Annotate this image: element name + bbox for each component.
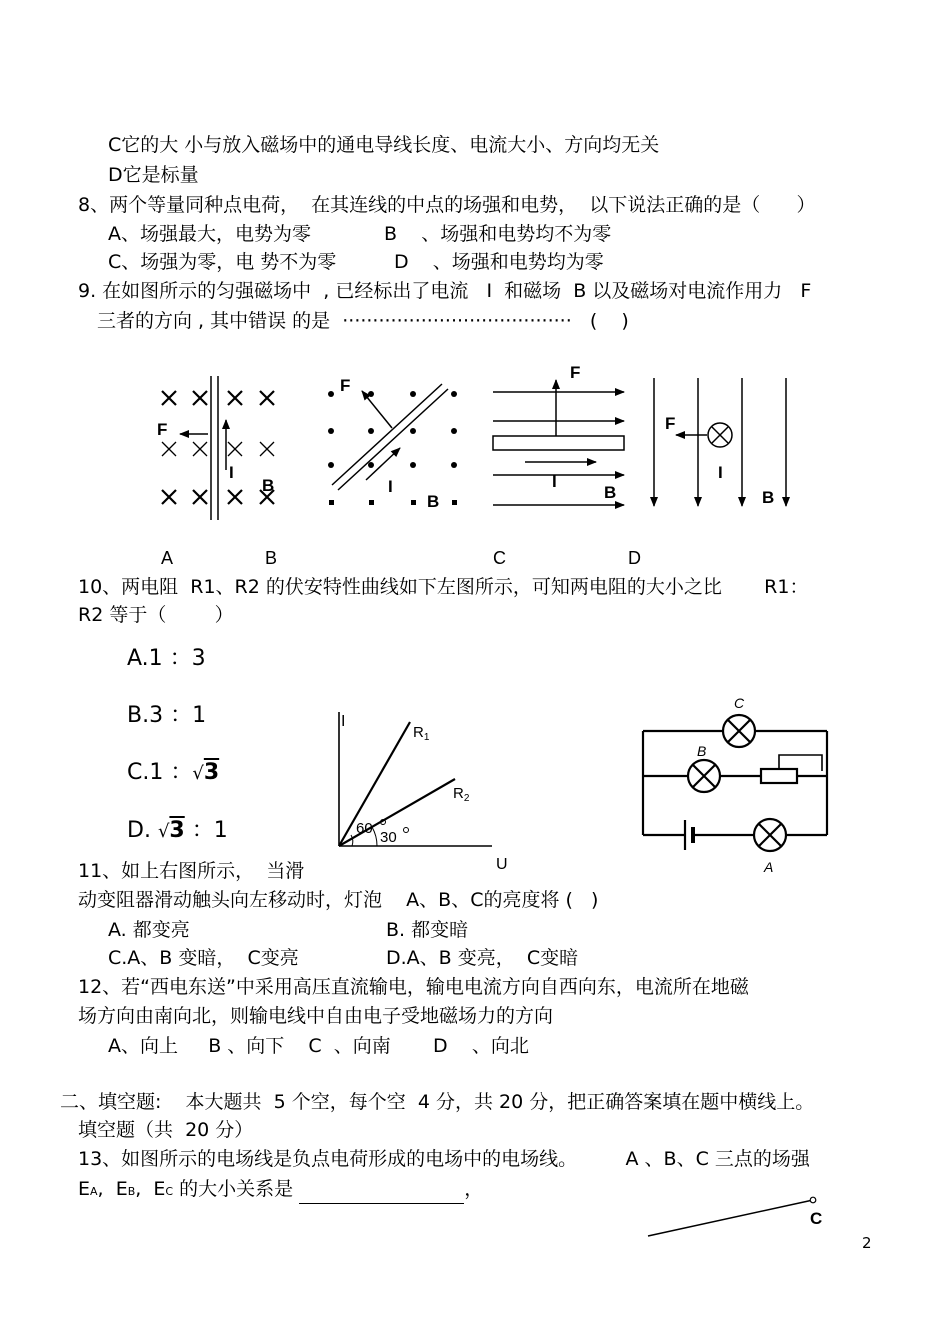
q11-option-d: D.A、B 变亮， C变暗: [386, 947, 579, 969]
fig-b-label-i: I: [388, 477, 393, 496]
q7-option-c: C它的大 小与放入磁场中的通电导线长度、电流大小、方向均无关: [108, 134, 660, 156]
fig-c-label-i: I: [552, 472, 557, 491]
sqrt-sign: √: [192, 763, 204, 784]
q10-option-b: B.3 ：1: [127, 703, 207, 728]
q13-stem-line2: EA, EB, EC 的大小关系是 ，: [78, 1177, 483, 1204]
q9-stem-line2: 三者的方向 , 其中错误 的是 ······································ ( ): [97, 310, 629, 332]
fig-caption-b: B: [265, 548, 278, 568]
q8-stem: 8、两个等量同种点电荷， 在其连线的中点的场强和电势， 以下说法正确的是（ ）: [78, 194, 816, 216]
fig-d-label-b: B: [762, 488, 775, 507]
fig-c-label-f: F: [570, 363, 581, 382]
circuit-label-c: C: [734, 695, 745, 711]
fig-caption-d: D: [628, 548, 641, 568]
q11-option-a: A. 都变亮: [108, 919, 190, 941]
q11-stem-line2: 动变阻器滑动触头向左移动时，灯泡 A、B、C的亮度将 ( ): [78, 889, 599, 911]
q13-point-c-label: C: [810, 1209, 823, 1228]
q10-stem-line1: 10、两电阻 R1、R2 的伏安特性曲线如下左图所示，可知两电阻的大小之比 R1：: [78, 576, 809, 598]
q10-option-a: A.1 ：3: [127, 646, 206, 671]
circuit-label-b: B: [697, 743, 707, 759]
fig-caption-c: C: [493, 548, 506, 568]
fig-b-label-b: B: [427, 492, 440, 511]
sqrt-sign: √: [157, 821, 170, 842]
q11-stem-line1: 11、如上右图所示， 当滑: [78, 860, 305, 882]
point-c: [810, 1197, 816, 1203]
graph-axis-u: U: [496, 856, 508, 873]
graph-r1-label: $R_1$: [413, 724, 430, 743]
q9-stem-line1: 9. 在如图所示的匀强磁场中 , 已经标出了电流 I 和磁场 B 以及磁场对电流作用力 F: [78, 280, 812, 302]
q10-option-c: C.1 ：√3: [127, 760, 220, 785]
q7-option-d: D它是标量: [108, 164, 199, 186]
fig-a-label-f: F: [157, 420, 168, 439]
fig-c-label-b: B: [604, 483, 617, 502]
graph-r2-label: $R_2$: [453, 785, 470, 804]
q8-option-d: D 、场强和电势均为零: [394, 251, 604, 273]
graph-axis-i: I: [341, 713, 346, 730]
q12-stem-line2: 场方向由南向北，则输电线中自由电子受地磁场力的方向: [78, 1005, 554, 1027]
fig-d-label-f: F: [665, 414, 676, 433]
q11-option-b: B. 都变暗: [386, 919, 469, 941]
fig-d-label-i: I: [718, 463, 723, 482]
q10-stem-line2: R2 等于（ ）: [78, 604, 234, 626]
field-line: [648, 1200, 813, 1236]
graph-angle-30: 30: [380, 829, 397, 846]
fig-a-label-i: I: [229, 463, 234, 482]
section2-heading: 二、填空题: 本大题共 5 个空，每个空 4 分，共 20 分，把正确答案填在题中横线上。: [60, 1091, 815, 1113]
fig-b-label-f: F: [340, 376, 351, 395]
fig-caption-a: A: [161, 548, 174, 568]
q12-stem-line1: 12、若“西电东送”中采用高压直流输电，输电电流方向自西向东，电流所在地磁: [78, 976, 749, 998]
q13-stem-line1: 13、如图所示的电场线是负点电荷形成的电场中的电场线。 A 、B、C 三点的场强: [78, 1148, 810, 1170]
section2-subheading: 填空题（共 20 分）: [78, 1119, 254, 1141]
q12-options: A、向上 B 、向下 C 、向南 D 、向北: [108, 1035, 529, 1057]
q10-option-d: D. √3 ：1: [127, 818, 228, 843]
q8-option-a: A、场强最大，电势为零: [108, 223, 311, 245]
q8-option-c: C、场强为零，电 势不为零: [108, 251, 337, 273]
circuit-label-a: A: [764, 859, 774, 875]
graph-angle-60: 60: [356, 820, 373, 837]
q8-option-b: B 、场强和电势均不为零: [384, 223, 612, 245]
fig-a-label-b: B: [262, 476, 275, 495]
q11-option-c: C.A、B 变暗， C变亮: [108, 947, 299, 969]
page-number: 2: [862, 1234, 872, 1252]
